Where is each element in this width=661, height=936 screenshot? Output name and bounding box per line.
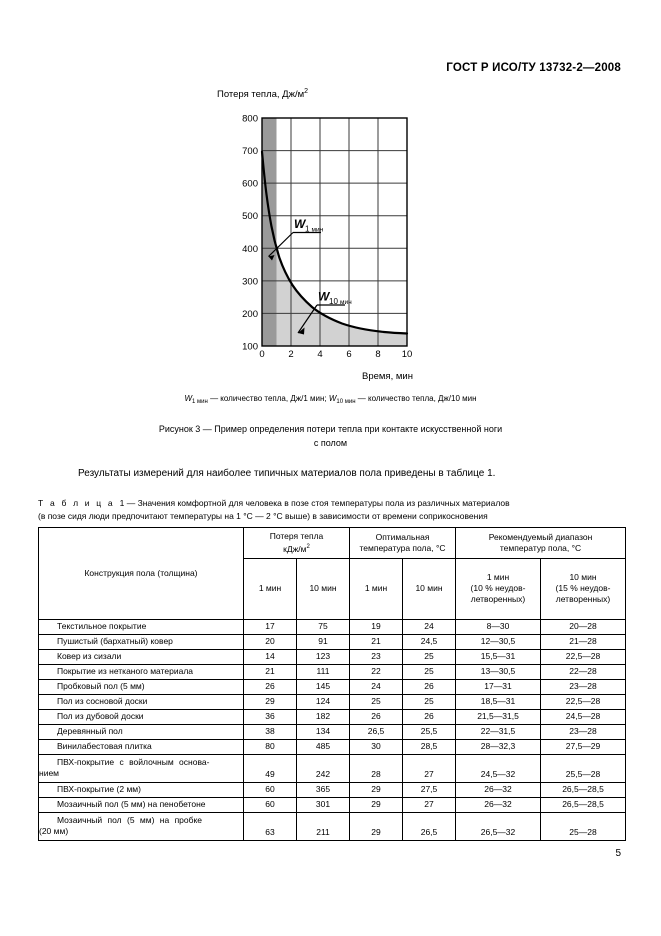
- table-row: [39, 694, 626, 709]
- svg-text:2: 2: [288, 349, 294, 358]
- chart-x-axis-title: Время, мин: [362, 371, 413, 382]
- cell-rec-1min: 21,5—31,5: [456, 709, 541, 724]
- table-header-row-1: [39, 528, 626, 559]
- header-rec-1min-line1: 1 мин: [486, 572, 510, 583]
- cell-opt-1min: 25: [350, 694, 403, 709]
- header-group-optimal-temp-line1: Оптимальная: [375, 531, 430, 542]
- note-w10-subscript: 10 мин: [336, 399, 356, 405]
- cell-floor-construction: ПВХ-покрытие (2 мм): [39, 782, 244, 797]
- chart-y-tick-labels: [242, 114, 258, 353]
- cell-rec-1min: 26—32: [456, 782, 541, 797]
- cell-heat-10min: 211: [297, 812, 350, 840]
- table-row: [39, 782, 626, 797]
- cell-opt-10min: 24: [403, 619, 456, 634]
- cell-rec-1min: 22—31,5: [456, 724, 541, 739]
- svg-text:8: 8: [375, 349, 381, 358]
- chart-svg: [232, 108, 412, 358]
- cell-heat-10min: 182: [297, 709, 350, 724]
- cell-heat-10min: 123: [297, 649, 350, 664]
- cell-opt-1min: 29: [350, 797, 403, 812]
- table-body: [39, 619, 626, 840]
- cell-opt-10min: 25: [403, 664, 456, 679]
- cell-opt-10min: 28,5: [403, 739, 456, 754]
- cell-floor-construction: Пол из сосновой доски: [39, 694, 244, 709]
- cell-floor-construction: Пол из дубовой доски: [39, 709, 244, 724]
- figure-caption-line2: с полом: [313, 438, 348, 448]
- cell-opt-1min: 19: [350, 619, 403, 634]
- header-group-recommended-range-line1: Рекомендуемый диапазон: [488, 531, 593, 542]
- cell-rec-1min: 18,5—31: [456, 694, 541, 709]
- cell-heat-1min: 60: [244, 797, 297, 812]
- header-group-recommended-range: [456, 528, 626, 559]
- cell-floor-construction: Винилабестовая плитка: [39, 739, 244, 754]
- floor-materials-table: [38, 527, 626, 841]
- svg-text:500: 500: [242, 211, 258, 223]
- note-w1-symbol: W: [184, 394, 193, 403]
- header-group-heat-loss: [244, 528, 350, 559]
- cell-floor-construction: Покрытие из нетканого материала: [39, 664, 244, 679]
- cell-heat-10min: 242: [297, 754, 350, 782]
- cell-opt-10min: 26: [403, 709, 456, 724]
- w10min-label: [318, 290, 352, 307]
- note-w10-symbol: W: [328, 394, 337, 403]
- header-group-optimal-temp: [350, 528, 456, 559]
- cell-opt-1min: 29: [350, 782, 403, 797]
- svg-text:100: 100: [242, 341, 258, 353]
- cell-rec-10min: 22—28: [541, 664, 626, 679]
- svg-text:W: W: [294, 217, 306, 231]
- chart-x-tick-labels: [259, 349, 412, 358]
- svg-text:700: 700: [242, 146, 258, 158]
- cell-opt-10min: 25: [403, 649, 456, 664]
- table-row: [39, 679, 626, 694]
- header-rec-10min-line2: (15 % неудов-: [555, 583, 611, 594]
- chart-y-axis-title-superscript: 2: [304, 88, 309, 95]
- cell-floor-construction: Ковер из сизали: [39, 649, 244, 664]
- cell-opt-1min: 21: [350, 634, 403, 649]
- chart-y-axis-title: [217, 88, 308, 100]
- cell-rec-10min: 26,5—28,5: [541, 797, 626, 812]
- table-title-label: Т а б л и ц а: [38, 498, 115, 508]
- table-row: [39, 619, 626, 634]
- chart-y-axis-title-text: Потеря тепла, Дж/м: [217, 89, 305, 101]
- header-rec-1min-line3: летворенных): [470, 594, 526, 605]
- cell-heat-10min: 91: [297, 634, 350, 649]
- cell-floor-construction-line2: (20 мм): [39, 826, 69, 837]
- table-header: [39, 528, 626, 620]
- table-row: [39, 664, 626, 679]
- cell-rec-10min: 27,5—29: [541, 739, 626, 754]
- cell-opt-1min: 28: [350, 754, 403, 782]
- cell-heat-1min: 21: [244, 664, 297, 679]
- cell-heat-1min: 26: [244, 679, 297, 694]
- note-w1-text: — количество тепла, Дж/1 мин;: [207, 394, 329, 403]
- cell-rec-10min: 20—28: [541, 619, 626, 634]
- header-group-optimal-temp-line2: температура пола, °С: [359, 542, 446, 553]
- cell-opt-10min: 25: [403, 694, 456, 709]
- cell-heat-1min: 49: [244, 754, 297, 782]
- cell-rec-10min: 25,5—28: [541, 754, 626, 782]
- page-number: 5: [615, 848, 621, 859]
- cell-opt-1min: 26: [350, 709, 403, 724]
- header-rec-1min: [456, 558, 541, 619]
- table-row: [39, 797, 626, 812]
- cell-rec-10min: 21—28: [541, 634, 626, 649]
- header-group-recommended-range-line2: температур пола, °С: [499, 542, 582, 553]
- cell-heat-1min: 14: [244, 649, 297, 664]
- shaded-area-w10min: [262, 118, 407, 346]
- cell-rec-1min: 24,5—32: [456, 754, 541, 782]
- header-opt-10min: 10 мин: [403, 558, 456, 619]
- svg-text:800: 800: [242, 113, 258, 125]
- cell-floor-construction: Пушистый (бархатный) ковер: [39, 634, 244, 649]
- cell-opt-10min: 26: [403, 679, 456, 694]
- header-group-heat-loss-line2: кДж/м: [283, 543, 307, 554]
- table-row: [39, 634, 626, 649]
- figure-caption: [0, 422, 661, 450]
- svg-text:10: 10: [401, 349, 412, 358]
- cell-heat-10min: 365: [297, 782, 350, 797]
- cell-rec-10min: 24,5—28: [541, 709, 626, 724]
- table-row: [39, 709, 626, 724]
- cell-heat-1min: 63: [244, 812, 297, 840]
- cell-opt-1min: 30: [350, 739, 403, 754]
- svg-text:мин: мин: [340, 299, 352, 306]
- cell-heat-1min: 17: [244, 619, 297, 634]
- cell-floor-construction: [39, 812, 244, 840]
- cell-rec-1min: 28—32,3: [456, 739, 541, 754]
- table-row: [39, 649, 626, 664]
- cell-opt-10min: 25,5: [403, 724, 456, 739]
- cell-rec-1min: 26—32: [456, 797, 541, 812]
- cell-rec-1min: 8—30: [456, 619, 541, 634]
- cell-floor-construction: Мозаичный пол (5 мм) на пенобетоне: [39, 797, 244, 812]
- cell-opt-1min: 24: [350, 679, 403, 694]
- header-group-heat-loss-superscript: 2: [306, 544, 310, 550]
- cell-opt-10min: 27,5: [403, 782, 456, 797]
- svg-text:600: 600: [242, 178, 258, 190]
- cell-rec-1min: 13—30,5: [456, 664, 541, 679]
- cell-heat-10min: 485: [297, 739, 350, 754]
- cell-heat-10min: 111: [297, 664, 350, 679]
- cell-rec-1min: 17—31: [456, 679, 541, 694]
- cell-heat-10min: 124: [297, 694, 350, 709]
- standard-header: ГОСТ Р ИСО/ТУ 13732-2—2008: [446, 62, 621, 74]
- header-heat-1min: 1 мин: [244, 558, 297, 619]
- cell-heat-10min: 134: [297, 724, 350, 739]
- svg-text:0: 0: [259, 349, 265, 358]
- cell-floor-construction: Текстильное покрытие: [39, 619, 244, 634]
- cell-rec-10min: 23—28: [541, 679, 626, 694]
- cell-opt-10min: 24,5: [403, 634, 456, 649]
- cell-heat-10min: 145: [297, 679, 350, 694]
- note-w1-subscript: 1 мин: [192, 399, 208, 405]
- table-row: [39, 754, 626, 782]
- figure-legend-note: [0, 394, 661, 405]
- cell-rec-10min: 22,5—28: [541, 694, 626, 709]
- svg-text:W: W: [318, 289, 330, 304]
- svg-text:400: 400: [242, 243, 258, 255]
- heat-loss-chart: [232, 108, 412, 358]
- svg-text:300: 300: [242, 276, 258, 288]
- cell-heat-1min: 36: [244, 709, 297, 724]
- cell-rec-10min: 26,5—28,5: [541, 782, 626, 797]
- table-title-line1-rest: — Значения комфортной для человека в позе стоя температуры пола из различных материалов: [124, 498, 510, 508]
- cell-floor-construction-line1: Мозаичный пол (5 мм) на пробке: [57, 815, 203, 826]
- note-w10-text: — количество тепла, Дж/10 мин: [355, 394, 477, 403]
- cell-floor-construction-line2: нием: [39, 768, 60, 779]
- cell-rec-1min: 12—30,5: [456, 634, 541, 649]
- cell-heat-10min: 75: [297, 619, 350, 634]
- cell-rec-10min: 22,5—28: [541, 649, 626, 664]
- header-rec-1min-line2: (10 % неудов-: [470, 583, 526, 594]
- table-row: [39, 739, 626, 754]
- header-rec-10min-line1: 10 мин: [569, 572, 597, 583]
- cell-rec-1min: 26,5—32: [456, 812, 541, 840]
- cell-heat-1min: 29: [244, 694, 297, 709]
- cell-opt-10min: 27: [403, 754, 456, 782]
- cell-floor-construction: [39, 754, 244, 782]
- intro-paragraph: Результаты измерений для наиболее типичных материалов пола приведены в таблице 1.: [78, 468, 496, 479]
- header-group-heat-loss-line1: Потеря тепла: [269, 531, 324, 541]
- cell-opt-10min: 27: [403, 797, 456, 812]
- cell-floor-construction: Пробковый пол (5 мм): [39, 679, 244, 694]
- w1min-label: [294, 217, 324, 234]
- cell-rec-10min: 25—28: [541, 812, 626, 840]
- cell-floor-construction: Деревянный пол: [39, 724, 244, 739]
- table-row: [39, 724, 626, 739]
- svg-text:4: 4: [317, 349, 323, 358]
- cell-opt-1min: 26,5: [350, 724, 403, 739]
- cell-opt-10min: 26,5: [403, 812, 456, 840]
- header-rec-10min: [541, 558, 626, 619]
- cell-opt-1min: 23: [350, 649, 403, 664]
- shaded-area-w1min: [262, 118, 277, 346]
- svg-text:200: 200: [242, 308, 258, 320]
- figure-caption-line1: Рисунок 3 — Пример определения потери тепла при контакте искусственной ноги: [158, 424, 503, 434]
- table-row: [39, 812, 626, 840]
- cell-opt-1min: 22: [350, 664, 403, 679]
- table-title-line2: (в позе сидя люди предпочитают температуры на 1 °С — 2 °С выше) в зависимости от времени соприкосновения: [38, 510, 488, 521]
- header-heat-10min: 10 мин: [297, 558, 350, 619]
- svg-text:6: 6: [346, 349, 352, 358]
- cell-heat-10min: 301: [297, 797, 350, 812]
- header-opt-1min: 1 мин: [350, 558, 403, 619]
- header-floor-construction: [39, 528, 244, 620]
- table-title: [38, 497, 623, 522]
- svg-text:10: 10: [329, 297, 338, 306]
- table-title-number: 1: [119, 498, 125, 508]
- cell-heat-1min: 60: [244, 782, 297, 797]
- header-rec-10min-line3: летворенных): [555, 594, 611, 605]
- cell-rec-1min: 15,5—31: [456, 649, 541, 664]
- svg-text:1: 1: [305, 224, 310, 234]
- header-floor-construction-label: Конструкция пола (толщина): [84, 567, 198, 578]
- cell-opt-1min: 29: [350, 812, 403, 840]
- cell-rec-10min: 23—28: [541, 724, 626, 739]
- cell-heat-1min: 38: [244, 724, 297, 739]
- cell-heat-1min: 20: [244, 634, 297, 649]
- cell-floor-construction-line1: ПВХ-покрытие с войлочным основа-: [57, 757, 210, 768]
- cell-heat-1min: 80: [244, 739, 297, 754]
- svg-text:мин: мин: [311, 226, 324, 234]
